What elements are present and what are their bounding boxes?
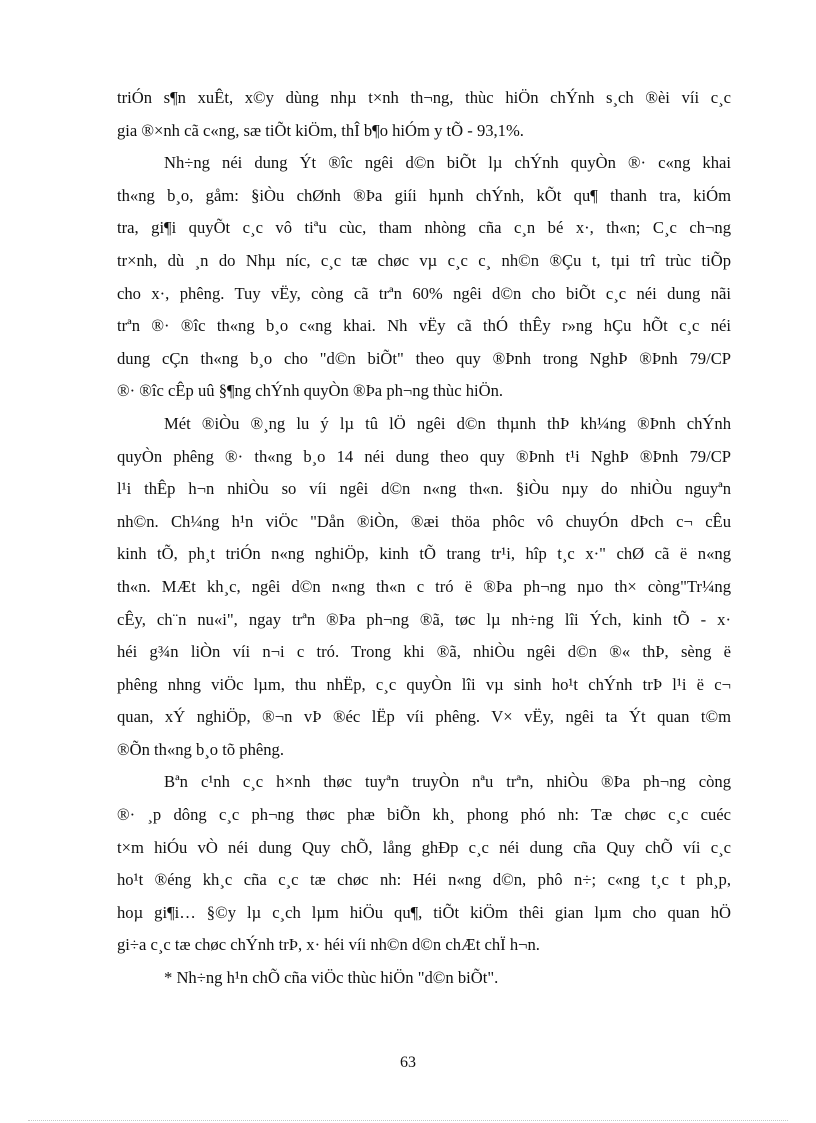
text-line: cho x·, phêng. Tuy vËy, còng cã trªn 60% ngêi d©n cho biÕt c¸c néi dung nãi <box>117 283 731 303</box>
text-line: dung cÇn th«ng b¸o cho "d©n biÕt" theo quy ®Þnh trong NghÞ ®Þnh 79/CP <box>117 348 731 368</box>
paragraph <box>117 82 731 147</box>
text-line: tr×nh, dù ¸n do Nhµ níc, c¸c tæ chøc vµ c¸c c¸ nh©n ®Çu t, tµi trî trùc tiÕp <box>117 250 731 270</box>
text-line: quan, xÝ nghiÖp, ®¬n vÞ ®éc lËp víi phêng. V× vËy, ngêi ta Ýt quan t©m <box>117 707 731 727</box>
body-text <box>117 82 731 995</box>
page-bottom-divider <box>28 1120 788 1121</box>
page-number: 63 <box>400 1054 416 1071</box>
text-line: l¹i thÊp h¬n nhiÒu so víi ngêi d©n n«ng th«n. §iÒu nµy do nhiÒu nguyªn <box>117 479 731 499</box>
text-line: ®· ¸p dông c¸c ph¬ng thøc phæ biÕn kh¸ phong phó nh: Tæ chøc c¸c cuéc <box>117 805 731 825</box>
text-line: quyÒn phêng ®· th«ng b¸o 14 néi dung theo quy ®Þnh t¹i NghÞ ®Þnh 79/CP <box>117 446 731 466</box>
text-line: tra, gi¶i quyÕt c¸c vô tiªu cùc, tham nhòng cña c¸n bé x·, th«n; C¸c ch¬ng <box>117 218 731 238</box>
text-line: ho¹t ®éng kh¸c cña c¸c tæ chøc nh: Héi n«ng d©n, phô n÷; c«ng t¸c t ph¸p, <box>117 870 731 890</box>
text-line: triÓn s¶n xuÊt, x©y dùng nhµ t×nh th¬ng, thùc hiÖn chÝnh s¸ch ®èi víi c¸c <box>117 88 731 107</box>
text-line: phêng nhng viÖc lµm, thu nhËp, c¸c quyÒn lîi vµ sinh ho¹t chÝnh trÞ l¹i ë c¬ <box>117 674 731 694</box>
text-line: nh©n. Ch¼ng h¹n viÖc "Dån ®iÒn, ®æi thöa phôc vô chuyÓn dÞch c¬ cÊu <box>117 511 731 531</box>
text-line: ®Õn th«ng b¸o tõ phêng. <box>117 739 285 759</box>
text-line: gia ®×nh cã c«ng, sæ tiÕt kiÖm, thÎ b¶o hiÓm y tÕ - 93,1%. <box>117 120 524 140</box>
text-line: Nh÷ng néi dung Ýt ®îc ngêi d©n biÕt lµ chÝnh quyÒn ®· c«ng khai <box>164 153 731 173</box>
text-line: héi g¾n liÒn víi n¬i c tró. Trong khi ®ã, nhiÒu ngêi d©n ®« thÞ, sèng ë <box>117 642 731 662</box>
text-line: hoµ gi¶i… §©y lµ c¸ch lµm hiÖu qu¶, tiÕt kiÖm thêi gian lµm cho quan hÖ <box>117 902 731 922</box>
text-line: th«n. MÆt kh¸c, ngêi d©n n«ng th«n c tró ë ®Þa ph¬ng nµo th× còng"Tr¼ng <box>117 576 731 596</box>
text-line: kinh tÕ, ph¸t triÓn n«ng nghiÖp, kinh tÕ trang tr¹i, hîp t¸c x·" chØ cã ë n«ng <box>117 544 731 564</box>
text-line: Bªn c¹nh c¸c h×nh thøc tuyªn truyÒn nªu trªn, nhiÒu ®Þa ph¬ng còng <box>164 772 731 792</box>
text-line: gi÷a c¸c tæ chøc chÝnh trÞ, x· héi víi nh©n d©n chÆt chÏ h¬n. <box>117 935 540 955</box>
paragraph <box>117 962 731 995</box>
text-line: cÊy, ch¨n nu«i", ngay trªn ®Þa ph¬ng ®ã, tøc lµ nh÷ng lîi Ých, kinh tÕ - x· <box>117 609 731 629</box>
text-line: trªn ®· ®îc th«ng b¸o c«ng khai. Nh vËy cã thÓ thÊy r»ng hÇu hÕt c¸c néi <box>117 316 731 336</box>
paragraph <box>117 766 731 962</box>
text-line: Mét ®iÒu ®¸ng lu ý lµ tû lÖ ngêi d©n thµnh thÞ kh¼ng ®Þnh chÝnh <box>164 413 731 433</box>
text-line: t×m hiÓu vÒ néi dung Quy chÕ, lång ghÐp c¸c néi dung cña Quy chÕ víi c¸c <box>117 837 731 857</box>
text-line: * Nh÷ng h¹n chÕ cña viÖc thùc hiÖn "d©n biÕt". <box>164 968 499 988</box>
paragraph <box>117 408 731 767</box>
paragraph <box>117 147 731 408</box>
text-line: th«ng b¸o, gåm: §iÒu chØnh ®Þa giíi hµnh chÝnh, kÕt qu¶ thanh tra, kiÓm <box>117 185 731 205</box>
text-line: ®· ®îc cÊp uû §¶ng chÝnh quyÒn ®Þa ph¬ng thùc hiÖn. <box>117 381 504 401</box>
